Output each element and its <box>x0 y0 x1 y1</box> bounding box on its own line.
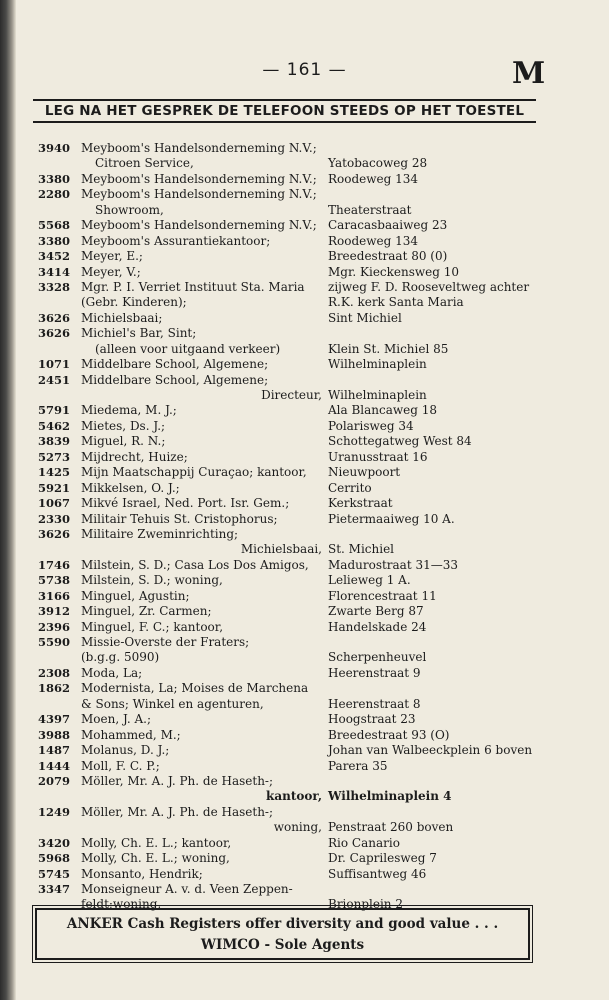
entry-phone-number: 2280 <box>38 187 71 202</box>
entry-name: & Sons; Winkel en agenturen, <box>81 696 264 711</box>
directory-entry <box>38 141 538 156</box>
entry-name: Meyboom's Handelsonderneming N.V.; <box>81 187 317 202</box>
directory-entry <box>38 419 538 434</box>
entry-name: Mikvé Israel, Ned. Port. Isr. Gem.; <box>81 496 290 511</box>
entry-address: Breedestraat 93 (O) <box>328 727 450 742</box>
entry-name: Monsanto, Hendrik; <box>81 866 203 881</box>
entry-address: Dr. Caprilesweg 7 <box>328 851 437 866</box>
entry-phone-number: 3166 <box>38 588 71 603</box>
entry-address: Heerenstraat 8 <box>328 696 421 711</box>
advertisement-inner <box>35 908 530 960</box>
directory-entry <box>38 280 538 295</box>
entry-name: feldt;woning, <box>81 897 162 912</box>
page-number: — 161 — <box>262 60 347 80</box>
directory-entry <box>38 218 538 233</box>
entry-address: Hoogstraat 23 <box>328 712 416 727</box>
entry-name: Modernista, La; Moises de Marchena <box>81 681 309 696</box>
entry-phone-number: 5462 <box>38 418 71 433</box>
directory-entry <box>38 774 538 789</box>
entry-phone-number: 3452 <box>38 249 71 264</box>
entry-phone-number: 3839 <box>38 434 71 449</box>
entry-phone-number: 1487 <box>38 743 71 758</box>
directory-entries <box>38 141 538 913</box>
entry-name: Mikkelsen, O. J.; <box>81 480 180 495</box>
entry-address: R.K. kerk Santa Maria <box>328 295 464 310</box>
directory-entry <box>38 712 538 727</box>
entry-phone-number: 2308 <box>38 665 71 680</box>
entry-phone-number: 1862 <box>38 681 71 696</box>
entry-phone-number: 1067 <box>38 496 71 511</box>
entry-address: Yatobacoweg 28 <box>328 156 428 171</box>
entry-name: Milstein, S. D.; woning, <box>81 573 223 588</box>
entry-address: zijweg F. D. Rooseveltweg achter <box>328 279 530 294</box>
entry-address: Rio Canario <box>328 835 400 850</box>
advertisement-line-1: ANKER Cash Registers offer diversity and good value . . . <box>66 916 499 932</box>
entry-phone-number: 5921 <box>38 480 71 495</box>
directory-entry <box>38 496 538 511</box>
entry-name: Miedema, M. J.; <box>81 403 177 418</box>
entry-address: Suffisantweg 46 <box>328 866 427 881</box>
entry-name: Molanus, D. J.; <box>81 743 170 758</box>
entry-phone-number: 3380 <box>38 233 71 248</box>
entry-qualifier: Michielsbaai, <box>240 542 322 557</box>
entry-address: Sint Michiel <box>328 310 402 325</box>
entry-phone-number: 5273 <box>38 449 71 464</box>
entry-phone-number: 3347 <box>38 882 71 896</box>
entry-name: Citroen Service, <box>95 156 194 171</box>
entry-name: Mgr. P. I. Verriet Instituut Sta. Maria <box>81 279 305 294</box>
advertisement-line-2: WIMCO - Sole Agents <box>200 937 365 953</box>
entry-name: Moda, La; <box>81 665 143 680</box>
section-letter: M <box>512 56 546 91</box>
entry-address: Schottegatweg West 84 <box>328 434 472 449</box>
directory-entry <box>38 373 538 388</box>
entry-phone-number: 5568 <box>38 218 71 233</box>
entry-phone-number: 3420 <box>38 835 71 850</box>
entry-name: Möller, Mr. A. J. Ph. de Haseth-; <box>81 773 274 788</box>
entry-name: Moen, J. A.; <box>81 712 152 727</box>
directory-entry <box>38 882 538 897</box>
directory-entry <box>38 697 538 712</box>
entry-name: Minguel, Agustin; <box>81 588 190 603</box>
entry-name: Meyboom's Assurantiekantoor; <box>81 233 271 248</box>
entry-address: Mgr. Kieckensweg 10 <box>328 264 460 279</box>
entry-qualifier: woning, <box>273 820 322 835</box>
entry-name: Missie-Overste der Fraters; <box>81 635 250 649</box>
entry-address: Penstraat 260 boven <box>328 820 454 835</box>
directory-entry <box>38 743 538 758</box>
entry-address: Brionplein 2 <box>328 897 403 912</box>
entry-phone-number: 5590 <box>38 635 71 649</box>
entry-address: Ala Blancaweg 18 <box>328 403 438 418</box>
entry-phone-number: 2451 <box>38 372 71 387</box>
entry-address: Wilhelminaplein 4 <box>328 789 452 804</box>
entry-phone-number: 5738 <box>38 573 71 588</box>
directory-entry <box>38 666 538 681</box>
entry-phone-number: 1425 <box>38 465 71 480</box>
directory-entry <box>38 573 538 588</box>
entry-name: Molly, Ch. E. L.; kantoor, <box>81 835 232 850</box>
entry-phone-number: 3626 <box>38 310 71 325</box>
directory-entry <box>38 604 538 619</box>
book-binding-edge <box>0 0 16 1000</box>
entry-address: Kerkstraat <box>328 496 393 511</box>
directory-entry <box>38 187 538 202</box>
entry-address: Roodeweg 134 <box>328 171 419 186</box>
entry-address: Wilhelminaplein <box>328 357 427 372</box>
entry-address: Lelieweg 1 A. <box>328 573 411 588</box>
directory-entry <box>38 434 538 449</box>
directory-entry <box>38 203 538 218</box>
entry-phone-number: 5968 <box>38 851 71 866</box>
entry-address: Madurostraat 31—33 <box>328 557 459 572</box>
entry-phone-number: 2396 <box>38 619 71 634</box>
directory-entry <box>38 527 538 542</box>
directory-entry <box>38 234 538 249</box>
directory-entry <box>38 295 538 310</box>
entry-name: Miguel, R. N.; <box>81 434 166 449</box>
entry-address: Uranusstraat 16 <box>328 449 428 464</box>
entry-name: Michielsbaai; <box>81 310 163 325</box>
entry-phone-number: 5745 <box>38 866 71 881</box>
directory-entry <box>38 635 538 650</box>
entry-phone-number: 2079 <box>38 773 71 788</box>
page-header <box>0 0 609 100</box>
entry-address: Nieuwpoort <box>328 465 401 480</box>
entry-address: Breedestraat 80 (0) <box>328 249 448 264</box>
entry-name: Showroom, <box>95 202 164 217</box>
directory-entry <box>38 342 538 357</box>
entry-name: Middelbare School, Algemene; <box>81 357 269 372</box>
entry-name: Mijdrecht, Huize; <box>81 449 188 464</box>
directory-entry <box>38 512 538 527</box>
entry-qualifier: kantoor, <box>266 789 322 804</box>
directory-entry <box>38 156 538 171</box>
directory-entry <box>38 481 538 496</box>
entry-address: Polarisweg 34 <box>328 418 414 433</box>
directory-entry <box>38 249 538 264</box>
entry-name: (b.g.g. 5090) <box>81 650 160 665</box>
directory-entry <box>38 759 538 774</box>
entry-name: Meyboom's Handelsonderneming N.V.; <box>81 218 317 233</box>
directory-entry <box>38 681 538 696</box>
entry-name: Minguel, Zr. Carmen; <box>81 604 212 619</box>
entry-address: Parera 35 <box>328 758 388 773</box>
entry-phone-number: 3380 <box>38 171 71 186</box>
entry-name: Militair Tehuis St. Cristophorus; <box>81 511 278 526</box>
directory-entry <box>38 465 538 480</box>
entry-name: Meyboom's Handelsonderneming N.V.; <box>81 141 317 155</box>
entry-name: (Gebr. Kinderen); <box>81 295 187 310</box>
directory-entry <box>38 728 538 743</box>
entry-phone-number: 3328 <box>38 279 71 294</box>
entry-phone-number: 3912 <box>38 604 71 619</box>
directory-entry <box>38 450 538 465</box>
entry-name: Minguel, F. C.; kantoor, <box>81 619 224 634</box>
directory-entry <box>38 836 538 851</box>
directory-entry <box>38 589 538 604</box>
entry-address: Florencestraat 11 <box>328 588 437 603</box>
entry-address: Heerenstraat 9 <box>328 665 421 680</box>
directory-entry <box>38 867 538 882</box>
telephone-banner: LEG NA HET GESPREK DE TELEFOON STEEDS OP HET TOESTEL <box>33 99 536 123</box>
directory-entry <box>38 851 538 866</box>
entry-address: Roodeweg 134 <box>328 233 419 248</box>
entry-name: Monseigneur A. v. d. Veen Zeppen- <box>81 882 293 896</box>
entry-name: Möller, Mr. A. J. Ph. de Haseth-; <box>81 804 274 819</box>
entry-name: Middelbare School, Algemene; <box>81 372 269 387</box>
entry-phone-number: 2330 <box>38 511 71 526</box>
entry-name: Mietes, Ds. J.; <box>81 418 166 433</box>
directory-entry <box>38 311 538 326</box>
entry-phone-number: 1249 <box>38 804 71 819</box>
entry-address: St. Michiel <box>328 542 395 557</box>
entry-phone-number: 3626 <box>38 326 71 341</box>
directory-entry <box>38 403 538 418</box>
entry-phone-number: 3626 <box>38 526 71 541</box>
directory-entry <box>38 542 538 557</box>
directory-entry <box>38 650 538 665</box>
entry-address: Johan van Walbeeckplein 6 boven <box>328 743 533 758</box>
entry-address: Theaterstraat <box>328 202 412 217</box>
entry-phone-number: 1444 <box>38 758 71 773</box>
directory-entry <box>38 172 538 187</box>
entry-address: Klein St. Michiel 85 <box>328 341 449 356</box>
directory-entry <box>38 789 538 804</box>
entry-phone-number: 4397 <box>38 712 71 727</box>
entry-address: Wilhelminaplein <box>328 388 427 402</box>
entry-name: Meyer, E.; <box>81 249 143 264</box>
directory-entry <box>38 620 538 635</box>
entry-address: Handelskade 24 <box>328 619 427 634</box>
entry-name: Milstein, S. D.; Casa Los Dos Amigos, <box>81 557 309 572</box>
entry-name: Molly, Ch. E. L.; woning, <box>81 851 230 866</box>
entry-name: Mohammed, M.; <box>81 727 181 742</box>
entry-qualifier: Directeur, <box>261 388 322 402</box>
directory-entry <box>38 805 538 820</box>
entry-name: (alleen voor uitgaand verkeer) <box>95 341 281 356</box>
entry-name: Militaire Zweminrichting; <box>81 526 239 541</box>
directory-entry <box>38 326 538 341</box>
entry-phone-number: 3988 <box>38 727 71 742</box>
directory-entry <box>38 820 538 835</box>
entry-phone-number: 5791 <box>38 403 71 418</box>
entry-phone-number: 3414 <box>38 264 71 279</box>
directory-entry <box>38 265 538 280</box>
entry-address: Scherpenheuvel <box>328 650 427 665</box>
advertisement-box <box>32 905 533 963</box>
entry-phone-number: 1746 <box>38 557 71 572</box>
entry-name: Meyer, V.; <box>81 264 141 279</box>
entry-address: Pietermaaiweg 10 A. <box>328 511 455 526</box>
entry-name: Mijn Maatschappij Curaçao; kantoor, <box>81 465 307 480</box>
entry-address: Cerrito <box>328 480 372 495</box>
entry-name: Michiel's Bar, Sint; <box>81 326 197 341</box>
entry-name: Moll, F. C. P.; <box>81 758 160 773</box>
entry-phone-number: 3940 <box>38 141 71 155</box>
directory-entry <box>38 357 538 372</box>
entry-name: Meyboom's Handelsonderneming N.V.; <box>81 171 317 186</box>
entry-address: Zwarte Berg 87 <box>328 604 424 619</box>
entry-phone-number: 1071 <box>38 357 71 372</box>
entry-address: Caracasbaaiweg 23 <box>328 218 448 233</box>
directory-entry <box>38 388 538 403</box>
directory-entry <box>38 558 538 573</box>
